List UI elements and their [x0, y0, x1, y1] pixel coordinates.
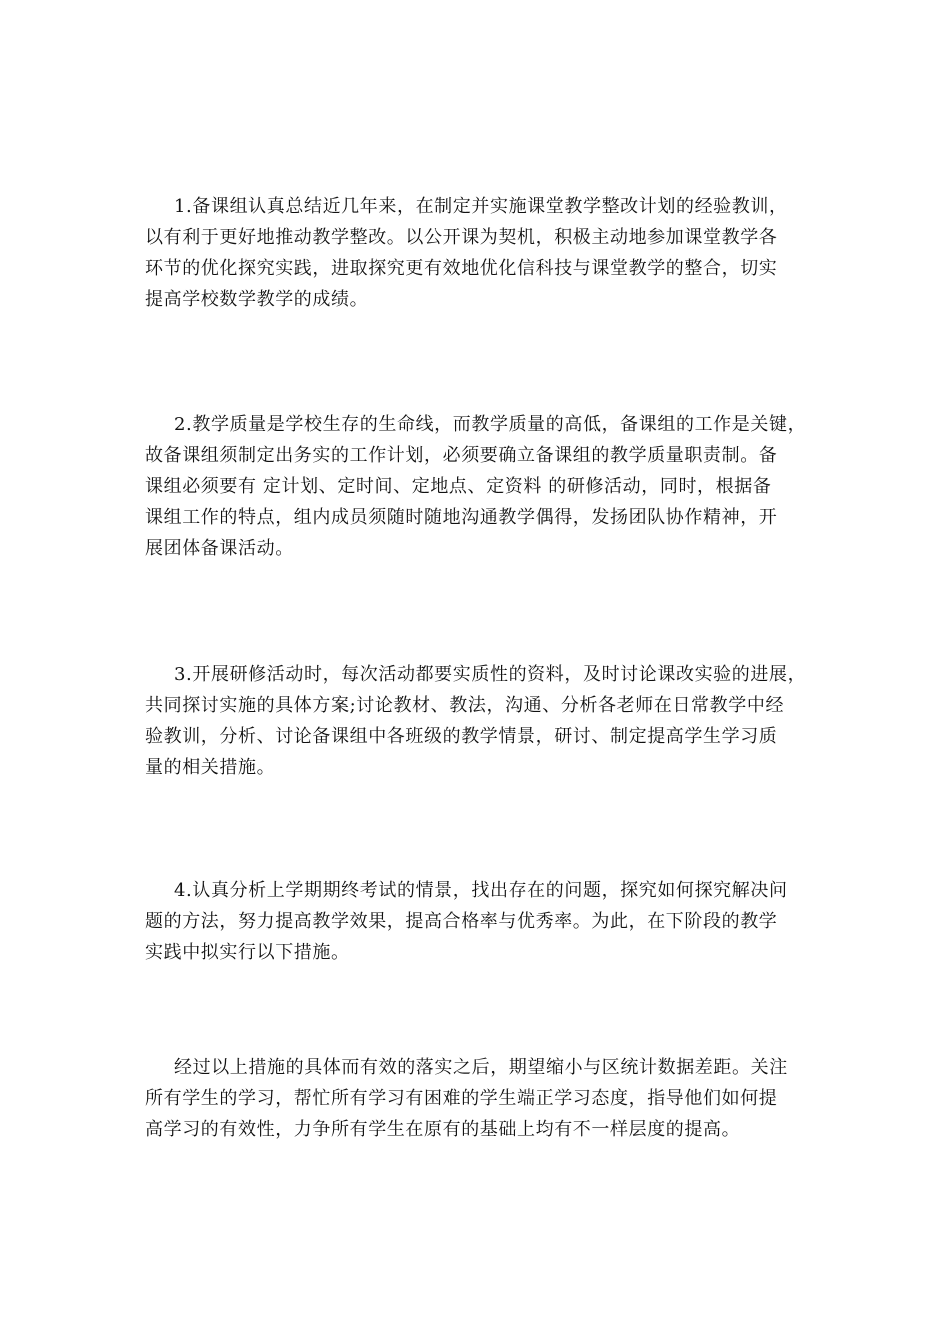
- paragraph-4: [145, 875, 815, 968]
- paragraph-line: 3.开展研修活动时，每次活动都要实质性的资料，及时讨论课改实验的进展，: [174, 664, 807, 685]
- paragraph-line: 提高学校数学教学的成绩。: [145, 289, 369, 310]
- paragraph-line: 量的相关措施。: [145, 757, 276, 778]
- paragraph-1: [145, 191, 815, 315]
- paragraph-line: 以有利于更好地推动教学整改。以公开课为契机，积极主动地参加课堂教学各: [145, 227, 778, 248]
- paragraph-line: 所有学生的学习，帮忙所有学习有困难的学生端正学习态度，指导他们如何提: [145, 1088, 778, 1109]
- paragraph-line: 经过以上措施的具体而有效的落实之后，期望缩小与区统计数据差距。关注: [174, 1057, 788, 1078]
- paragraph-3: [145, 659, 815, 783]
- paragraph-5: [145, 1052, 815, 1145]
- paragraph-line: 高学习的有效性，力争所有学生在原有的基础上均有不一样层度的提高。: [145, 1119, 741, 1140]
- paragraph-line: 题的方法，努力提高教学效果，提高合格率与优秀率。为此，在下阶段的教学: [145, 911, 778, 932]
- paragraph-line: 2.教学质量是学校生存的生命线，而教学质量的高低，备课组的工作是关键，: [174, 414, 807, 435]
- paragraph-line: 4.认真分析上学期期终考试的情景，找出存在的问题，探究如何探究解决问: [174, 880, 788, 901]
- paragraph-line: 环节的优化探究实践，进取探究更有效地优化信科技与课堂教学的整合，切实: [145, 258, 778, 279]
- paragraph-line: 课组必须要有 定计划、定时间、定地点、定资料 的研修活动，同时，根据备: [145, 476, 772, 497]
- paragraph-line: 共同探讨实施的具体方案;讨论教材、教法，沟通、分析各老师在日常教学中经: [145, 695, 785, 716]
- paragraph-line: 验教训，分析、讨论备课组中各班级的教学情景，研讨、制定提高学生学习质: [145, 726, 778, 747]
- paragraph-line: 故备课组须制定出务实的工作计划，必须要确立备课组的教学质量职责制。备: [145, 445, 778, 466]
- paragraph-2: [145, 409, 815, 564]
- paragraph-line: 实践中拟实行以下措施。: [145, 942, 350, 963]
- paragraph-line: 1.备课组认真总结近几年来，在制定并实施课堂教学整改计划的经验教训，: [174, 196, 788, 217]
- paragraph-line: 课组工作的特点，组内成员须随时随地沟通教学偶得，发扬团队协作精神，开: [145, 507, 778, 528]
- paragraph-line: 展团体备课活动。: [145, 538, 294, 559]
